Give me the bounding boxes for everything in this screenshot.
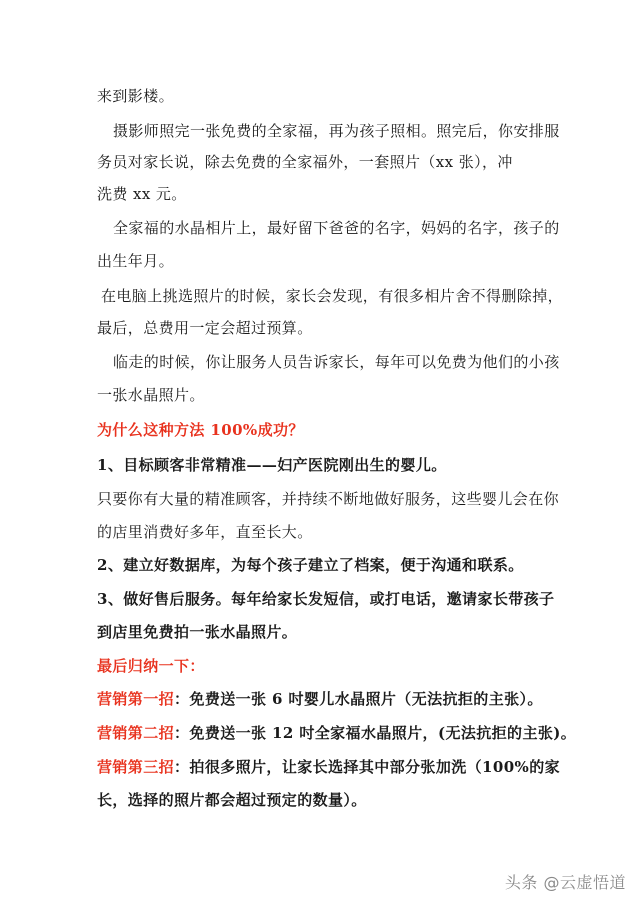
paragraph-line: 洗费 xx 元。 [97, 185, 187, 203]
move-label: 营销第三招 [97, 758, 175, 776]
paragraph-line: 出生年月。 [97, 252, 175, 270]
paragraph-line: 全家福的水晶相片上，最好留下爸爸的名字，妈妈的名字，孩子的 [113, 219, 560, 237]
watermark: 头条 @云虚悟道 [504, 873, 626, 892]
marketing-move-3-continued: 长，选择的照片都会超过预定的数量）。 [97, 791, 367, 809]
move-text: 免费送一张 6 吋婴儿水晶照片（无法抗拒的主张）。 [189, 690, 543, 708]
marketing-move-1 [97, 689, 543, 709]
section-heading-summary: 最后归纳一下： [97, 657, 205, 675]
paragraph-line: 务员对家长说，除去免费的全家福外，一套照片（xx 张），冲 [97, 153, 513, 171]
point-1-title: 1、目标顾客非常精准——妇产医院刚出生的婴儿。 [97, 456, 447, 474]
move-text: 拍很多照片，让家长选择其中部分张加洗（100%的家 [189, 758, 560, 776]
paragraph-line: 在电脑上挑选照片的时候，家长会发现，有很多相片舍不得删除掉， [101, 287, 564, 305]
paragraph-line: 最后，总费用一定会超过预算。 [97, 319, 313, 337]
paragraph-line: 来到影楼。 [97, 87, 175, 105]
paragraph-line: 一张水晶照片。 [97, 386, 205, 404]
move-separator: ： [174, 724, 190, 742]
move-label: 营销第一招 [97, 690, 175, 708]
point-2-title: 2、建立好数据库，为每个孩子建立了档案，便于沟通和联系。 [97, 556, 524, 574]
paragraph-line: 摄影师照完一张免费的全家福，再为孩子照相。照完后，你安排服 [113, 122, 560, 140]
move-separator: ： [174, 758, 190, 776]
paragraph-line: 临走的时候，你让服务人员告诉家长，每年可以免费为他们的小孩 [113, 353, 560, 371]
point-3-title-line: 到店里免费拍一张水晶照片。 [97, 623, 298, 641]
point-1-body-line: 只要你有大量的精准顾客，并持续不断地做好服务，这些婴儿会在你 [97, 490, 560, 508]
marketing-move-2 [97, 723, 576, 743]
marketing-move-3 [97, 757, 560, 777]
move-text: 免费送一张 12 吋全家福水晶照片，(无法抗拒的主张)。 [189, 724, 577, 742]
move-label: 营销第二招 [97, 724, 175, 742]
point-1-body-line: 的店里消费好多年，直至长大。 [97, 523, 313, 541]
point-3-title-line: 3、做好售后服务。每年给家长发短信，或打电话，邀请家长带孩子 [97, 590, 555, 608]
move-separator: ： [174, 690, 190, 708]
section-heading-why: 为什么这种方法 100%成功？ [97, 421, 304, 439]
